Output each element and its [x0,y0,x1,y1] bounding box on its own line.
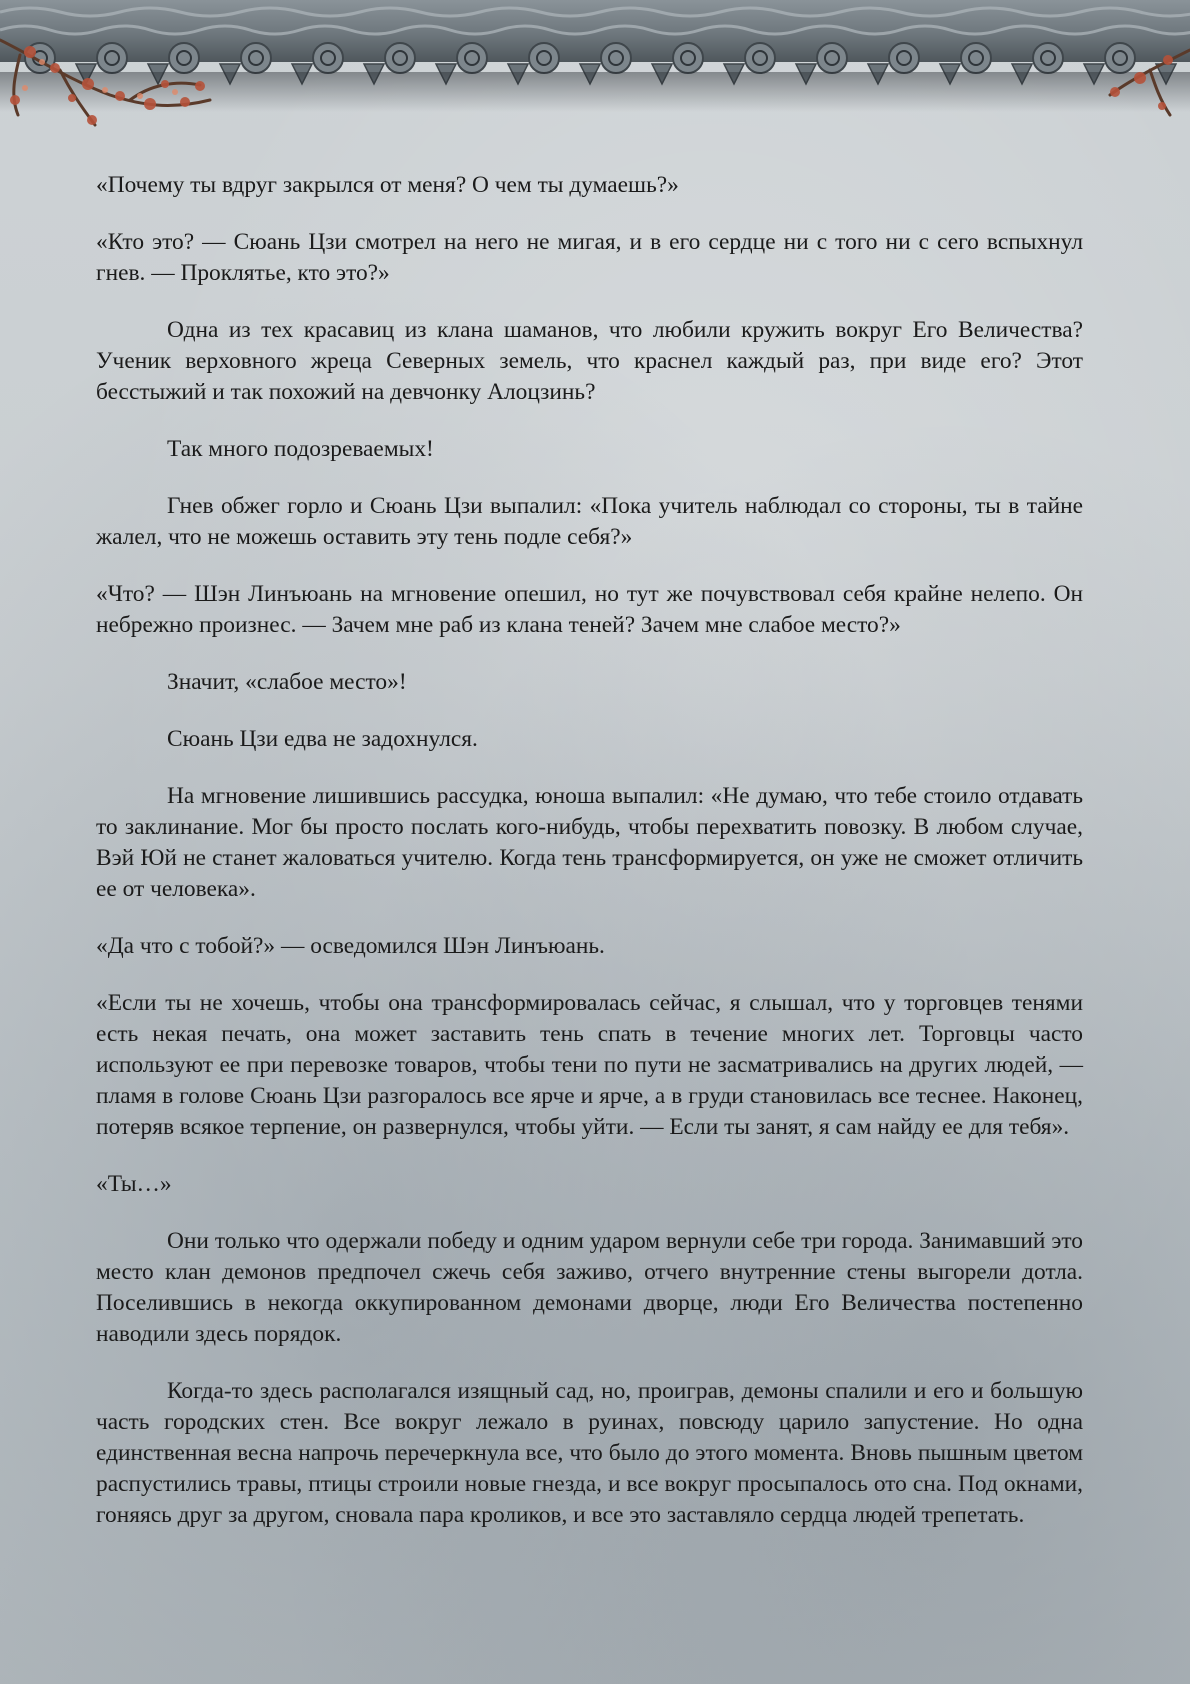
paragraph: Гнев обжег горло и Сюань Цзи выпалил: «Пока учитель наблюдал со стороны, ты в тайне жалел, что не можешь оставить эту тень подле себя?» [96,493,1083,550]
paragraph: Они только что одержали победу и одним ударом вернули себе три города. Занимавший это место клан демонов предпочел сжечь себя заживо, отчего внутренние стены выгорели дотла. Поселившись в некогда оккупированном демонами дворце, люди Его Величества постепенно наводили здесь порядок. [96,1228,1083,1347]
paragraph: «Кто это? — Сюань Цзи смотрел на него не мигая, и в его сердце ни с того ни с сего вспыхнул гнев. — Проклятье, кто это?» [96,229,1083,286]
paragraph: «Если ты не хочешь, чтобы она трансформировалась сейчас, я слышал, что у торговцев тенями есть некая печать, она может заставить тень спать в течение многих лет. Торговцы часто используют ее при перевозке товаров, чтобы тени по пути не засматривались на других людей, — пламя в голове Сюань Цзи разгоралось все ярче и ярче, а в груди становилась все теснее. Наконец, потеряв всякое терпение, он развернулся, чтобы уйти. — Если ты занят, я сам найду ее для тебя». [96,990,1083,1140]
roof-tiles-decoration [0,0,1190,120]
paragraph: Когда-то здесь располагался изящный сад, но, проиграв, демоны спалили и его и большую часть городских стен. Все вокруг лежало в руинах, повсюду царило запустение. Но одна единственная весна напрочь перечеркнула все, что было до этого момента. Вновь пышным цветом распустились травы, птицы строили новые гнезда, и все вокруг просыпалось ото сна. Под окнами, гоняясь друг за другом, сновала пара кроликов, и все это заставляло сердца людей трепетать. [96,1378,1083,1528]
paragraph: Сюань Цзи едва не задохнулся. [167,726,478,752]
paragraph: «Что? — Шэн Линъюань на мгновение опешил, но тут же почувствовал себя крайне нелепо. Он небрежно произнес. — Зачем мне раб из клана теней? Зачем мне слабое место?» [96,581,1083,638]
paragraph: На мгновение лишившись рассудка, юноша выпалил: «Не думаю, что тебе стоило отдавать то заклинание. Мог бы просто послать кого-нибудь, чтобы перехватить повозку. В любом случае, Вэй Юй не станет жаловаться учителю. Когда тень трансформируется, он уже не сможет отличить ее от человека». [96,783,1083,902]
paragraph: Одна из тех красавиц из клана шаманов, что любили кружить вокруг Его Величества? Ученик верховного жреца Северных земель, что краснел каждый раз, при виде его? Этот бесстыжий и так похожий на девчонку Алоцзинь? [96,317,1083,405]
paragraph: Так много подозреваемых! [167,436,434,462]
roof-tiles-image [0,0,1190,130]
paragraph: «Ты…» [96,1171,172,1197]
paragraph: «Почему ты вдруг закрылся от меня? О чем ты думаешь?» [96,172,679,198]
paragraph: «Да что с тобой?» — осведомился Шэн Линъюань. [96,933,605,959]
document-body [96,170,1083,1557]
paragraph: Значит, «слабое место»! [167,669,407,695]
